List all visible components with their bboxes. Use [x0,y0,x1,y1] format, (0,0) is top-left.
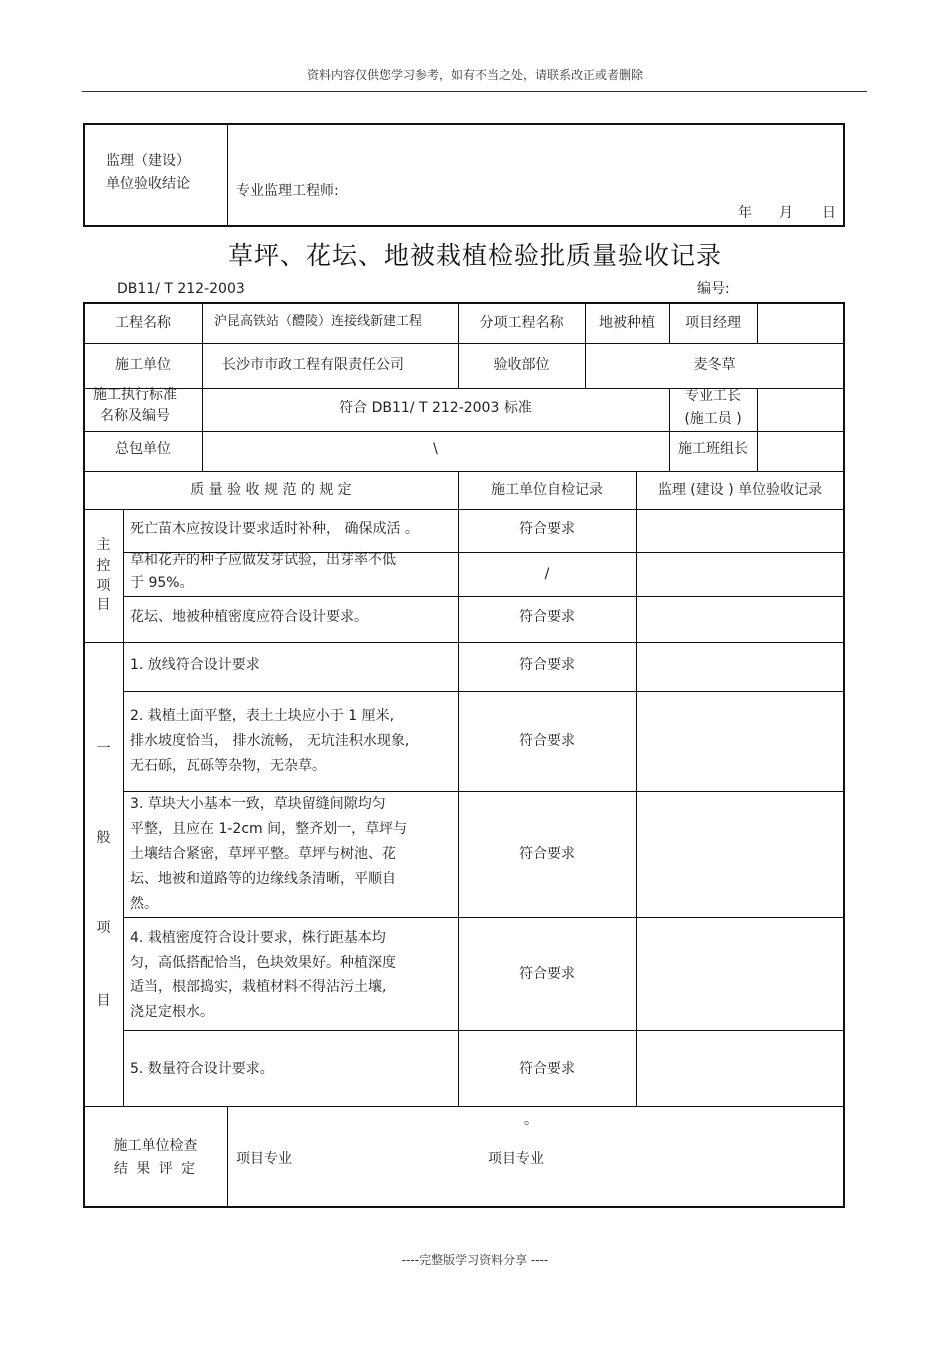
acceptance-part-label: 验收部位 [493,357,550,373]
row-line [123,596,844,597]
header-rule [82,91,867,92]
project-name-label: 工程名称 [115,315,171,331]
main-group-char: 目 [96,597,111,613]
general-item-line: 适当，根部捣实，栽植材料不得沾污土壤, [130,979,387,995]
acceptance-part: 麦冬草 [693,357,736,373]
supervision-conclusion-box [83,123,845,227]
group-col-line [123,509,124,1106]
project-name: 沪昆高铁站（醴陵）连接线新建工程 [214,314,423,329]
evaluation-dot: 。 [524,1112,538,1128]
standard-code: DB11/ T 212-2003 [117,281,245,297]
general-item-line: 排水坡度恰当， 排水流畅， 无坑洼积水现象, [130,733,410,749]
builder-name: 长沙市市政工程有限责任公司 [222,357,404,373]
row-line [123,1030,844,1031]
col-line [636,471,637,1106]
evaluation-label-line2: 结 果 评 定 [113,1161,198,1177]
general-contractor: \ [433,441,438,457]
general-group-char: 般 [96,830,111,846]
general-item-line: 平整，且应在 1-2cm 间，整齐划一，草坪与 [130,821,408,837]
col-line [227,1106,228,1207]
row-line [84,509,844,510]
date-day: 日 [822,205,836,221]
main-item-text: 草和花卉的种子应做发芽试验，出芽率不低 [130,552,396,568]
page-title: 草坪、花坛、地被栽植检验批质量验收记录 [227,241,722,270]
general-group-char: 一 [96,741,111,757]
date-year: 年 [738,205,752,221]
row-line [84,1106,844,1107]
general-item-line: 3. 草块大小基本一致，草块留缝间隙均匀 [130,796,386,812]
general-item-line: 2. 栽植土面平整，表土土块应小于 1 厘米, [130,708,395,724]
general-item-check: 符合要求 [519,846,575,862]
general-item-check: 符合要求 [519,733,575,749]
header-note: 资料内容仅供您学习参考，如有不当之处，请联系改正或者删除 [306,68,643,82]
general-item-check: 符合要求 [519,966,575,982]
row-line [123,791,844,792]
row-line [84,343,844,344]
evaluation-label-line1: 施工单位检查 [113,1138,198,1154]
general-group-char: 项 [96,920,111,936]
col-header-supervision: 监理 (建设 ) 单位验收记录 [657,482,823,498]
row-line [84,471,844,472]
main-group-char: 主 [96,537,111,553]
sub-project: 地被种植 [599,315,655,331]
divider [227,124,228,226]
supervising-engineer-label: 专业监理工程师: [236,183,339,199]
foreman-label-line2: (施工员 ) [684,411,742,427]
main-item-text: 花坛、地被种植密度应符合设计要求。 [130,609,368,625]
main-item-check: / [544,566,550,582]
row-line [84,642,844,643]
project-professional-1: 项目专业 [236,1151,292,1167]
standard-value: 符合 DB11/ T 212-2003 标准 [339,400,532,416]
general-item-line: 1. 放线符合设计要求 [130,657,260,673]
general-item-check: 符合要求 [519,657,575,673]
general-group-char: 目 [96,993,111,1009]
general-item-line: 匀，高低搭配恰当，色块效果好。种植深度 [130,955,396,971]
main-item-check: 符合要求 [519,609,575,625]
conclusion-label-line1: 监理（建设） [106,153,190,169]
main-group-char: 项 [96,578,111,594]
row-line [123,917,844,918]
sub-project-label: 分项工程名称 [479,315,564,331]
number-label: 编号: [697,281,730,297]
date-month: 月 [779,205,793,221]
general-item-line: 4. 栽植密度符合设计要求，株行距基本均 [130,930,386,946]
general-item-line: 5. 数量符合设计要求。 [130,1061,274,1077]
builder-label: 施工单位 [115,357,171,373]
team-leader-label: 施工班组长 [678,441,748,457]
project-manager-label: 项目经理 [685,315,741,331]
col-line [757,388,758,471]
main-item-text: 死亡苗木应按设计要求适时补种， 确保成活 。 [130,521,419,537]
main-item-check: 符合要求 [519,521,575,537]
foreman-label-line1: 专业工长 [685,388,741,404]
col-header-self-check: 施工单位自检记录 [491,482,603,498]
main-group-char: 控 [96,558,111,574]
row-line [123,691,844,692]
general-item-line: 土壤结合紧密，草坪平整。草坪与树池、花 [130,846,396,862]
project-professional-2: 项目专业 [488,1151,544,1167]
conclusion-label-line2: 单位验收结论 [106,176,190,192]
general-item-check: 符合要求 [519,1061,575,1077]
general-item-line: 然。 [130,896,158,912]
col-header-spec: 质 量 验 收 规 范 的 规 定 [190,482,352,498]
general-item-line: 浇足定根水。 [130,1004,214,1020]
general-item-line: 无石砾，瓦砾等杂物，无杂草。 [130,758,326,774]
col-line [757,303,758,343]
general-contractor-label: 总包单位 [115,441,171,457]
main-item-text: 于 95%。 [130,575,194,591]
general-item-line: 坛、地被和道路等的边缘线条清晰，平顺自 [130,871,396,887]
row-line [84,431,844,432]
standard-label-line1: 施工执行标准 [93,387,177,403]
standard-label-line2: 名称及编号 [100,408,170,424]
footer-note: ----完整版学习资料分享 ---- [401,1253,549,1267]
